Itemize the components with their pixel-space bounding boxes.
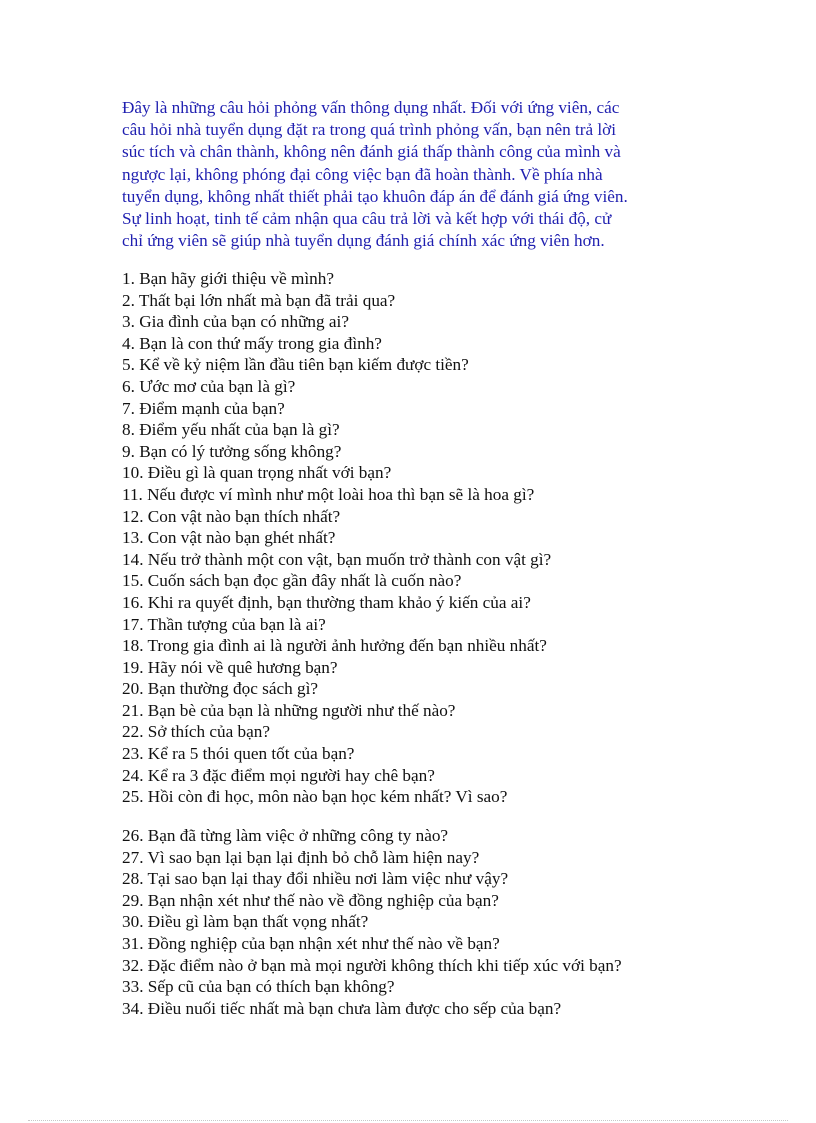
question-item: 27. Vì sao bạn lại bạn lại định bỏ chỗ làm hiện nay?	[122, 847, 480, 867]
question-item: 14. Nếu trở thành một con vật, bạn muốn trở thành con vật gì?	[122, 549, 552, 569]
question-item: 18. Trong gia đình ai là người ảnh hưởng đến bạn nhiều nhất?	[122, 636, 547, 656]
question-item: 3. Gia đình của bạn có những ai?	[122, 312, 349, 332]
question-item: 28. Tại sao bạn lại thay đổi nhiều nơi làm việc như vậy?	[122, 869, 509, 889]
question-item: 31. Đồng nghiệp của bạn nhận xét như thế nào về bạn?	[122, 933, 500, 953]
question-item: 16. Khi ra quyết định, bạn thường tham khảo ý kiến của ai?	[122, 592, 531, 612]
question-item: 8. Điểm yếu nhất của bạn là gì?	[122, 420, 340, 440]
question-item: 10. Điều gì là quan trọng nhất với bạn?	[122, 463, 392, 483]
question-item: 1. Bạn hãy giới thiệu về mình?	[122, 269, 334, 288]
intro-paragraph: Đây là những câu hỏi phỏng vấn thông dụng nhất. Đối với ứng viên, các câu hỏi nhà tuyển dụng đặt ra trong quá trình phỏng vấn, bạn nên trả lời súc tích và chân thành, không nên đánh giá thấp thành công của mình và ngược lại, không phóng đại công việc bạn đã hoàn thành. Về phía nhà tuyển dụng, không nhất thiết phải tạo khuôn đáp án để đánh giá ứng viên. Sự linh hoạt, tinh tế cảm nhận qua câu trả lời và kết hợp với thái độ, cử chỉ ứng viên sẽ giúp nhà tuyển dụng đánh giá chính xác ứng viên hơn.	[122, 98, 628, 251]
question-item: 22. Sở thích của bạn?	[122, 722, 270, 742]
question-item: 25. Hồi còn đi học, môn nào bạn học kém nhất? Vì sao?	[122, 787, 508, 807]
question-item: 33. Sếp cũ của bạn có thích bạn không?	[122, 977, 395, 997]
question-item: 20. Bạn thường đọc sách gì?	[122, 679, 318, 699]
question-item: 7. Điểm mạnh của bạn?	[122, 398, 285, 418]
question-item: 32. Đặc điểm nào ở bạn mà mọi người không thích khi tiếp xúc với bạn?	[122, 955, 622, 975]
question-item: 15. Cuốn sách bạn đọc gần đây nhất là cuốn nào?	[122, 571, 462, 591]
question-item: 30. Điều gì làm bạn thất vọng nhất?	[122, 912, 369, 932]
question-item: 5. Kể về kỷ niệm lần đầu tiên bạn kiếm được tiền?	[122, 355, 469, 375]
question-item: 24. Kể ra 3 đặc điểm mọi người hay chê bạn?	[122, 765, 435, 785]
question-item: 13. Con vật nào bạn ghét nhất?	[122, 528, 336, 548]
question-item: 6. Ước mơ của bạn là gì?	[122, 376, 296, 396]
page-bottom-divider	[28, 1120, 788, 1121]
question-item: 34. Điều nuối tiếc nhất mà bạn chưa làm được cho sếp của bạn?	[122, 998, 562, 1018]
question-item: 2. Thất bại lớn nhất mà bạn đã trải qua?	[122, 290, 396, 310]
question-item: 23. Kể ra 5 thói quen tốt của bạn?	[122, 744, 355, 764]
question-item: 29. Bạn nhận xét như thế nào về đồng nghiệp của bạn?	[122, 890, 499, 910]
question-item: 26. Bạn đã từng làm việc ở những công ty nào?	[122, 826, 449, 845]
question-item: 4. Bạn là con thứ mấy trong gia đình?	[122, 333, 382, 353]
question-item: 21. Bạn bè của bạn là những người như thế nào?	[122, 700, 456, 720]
question-item: 12. Con vật nào bạn thích nhất?	[122, 506, 341, 526]
question-list-part1	[122, 268, 722, 808]
question-item: 17. Thần tượng của bạn là ai?	[122, 614, 326, 634]
question-item: 11. Nếu được ví mình như một loài hoa thì bạn sẽ là hoa gì?	[122, 484, 535, 504]
question-list-part2	[122, 825, 722, 1019]
question-item: 9. Bạn có lý tưởng sống không?	[122, 441, 342, 461]
question-item: 19. Hãy nói về quê hương bạn?	[122, 657, 338, 677]
